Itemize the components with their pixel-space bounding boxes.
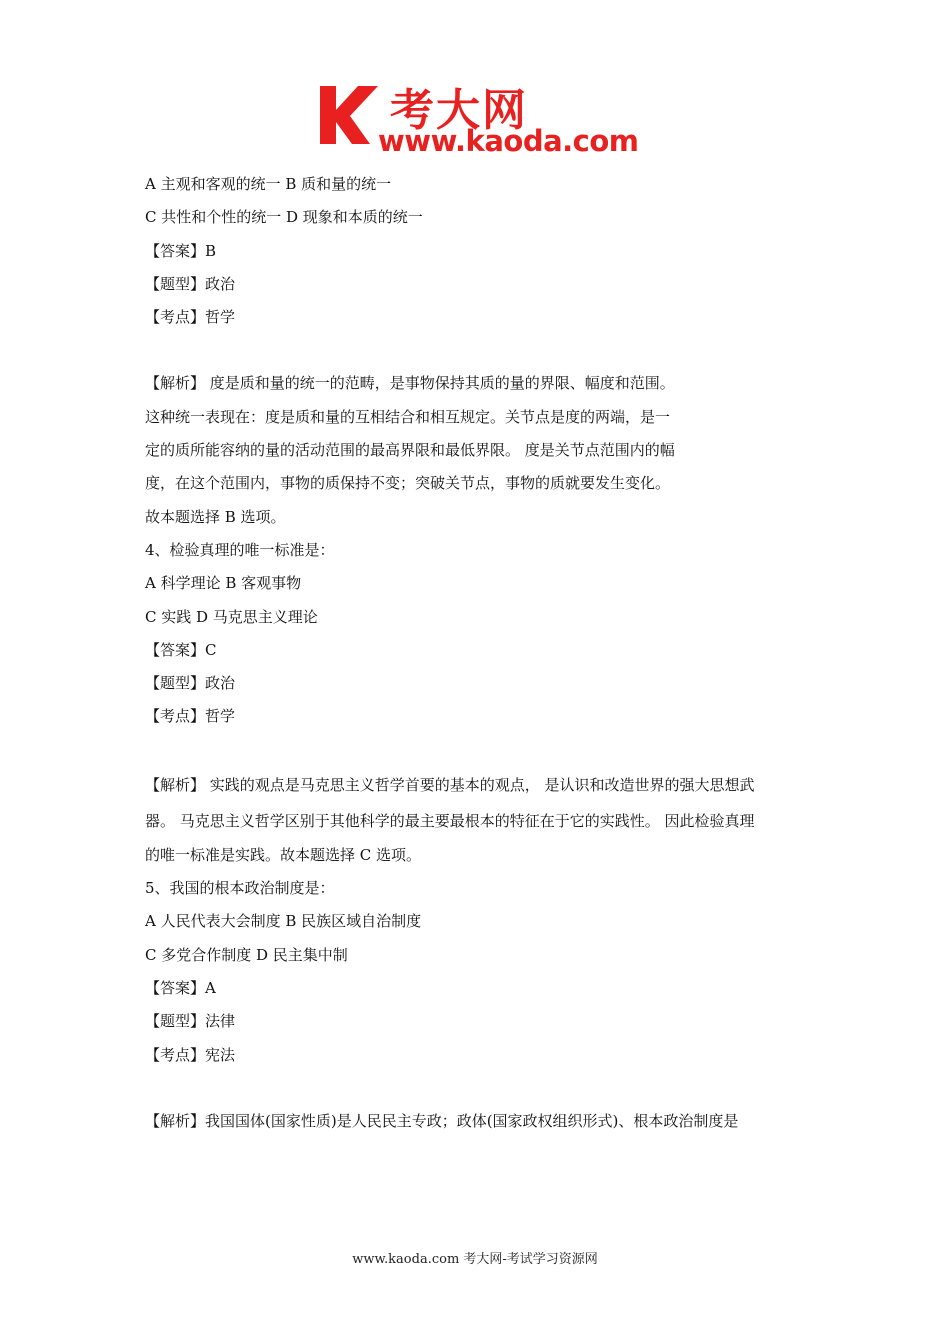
option-line: A 主观和客观的统一 B 质和量的统一 bbox=[145, 175, 392, 193]
spacer bbox=[145, 1072, 810, 1105]
option-line: A 科学理论 B 客观事物 bbox=[145, 574, 302, 593]
analysis-line: 的唯一标准是实践。故本题选择 C 选项。 bbox=[145, 845, 422, 864]
knowledge-point-line: 【考点】宪法 bbox=[145, 1045, 236, 1064]
option-line: C 多党合作制度 D 民主集中制 bbox=[145, 945, 348, 964]
logo-url: www.kaoda.com bbox=[378, 124, 639, 158]
analysis-line: 这种统一表现在：度是质和量的互相结合和相互规定。关节点是度的两端，是一 bbox=[145, 407, 671, 426]
document-body bbox=[145, 168, 810, 1138]
analysis-line: 定的质所能容纳的量的活动范围的最高界限和最低界限。 度是关节点范围内的幅 bbox=[145, 441, 675, 460]
analysis-line: 【解析】 度是质和量的统一的范畴，是事物保持其质的量的界限、幅度和范围。 bbox=[145, 374, 675, 393]
analysis-line: 【解析】我国国体(国家性质)是人民民主专政；政体(国家政权组织形式)、根本政治制度是 bbox=[145, 1111, 739, 1130]
kaoda-logo bbox=[318, 80, 638, 160]
option-line: C 共性和个性的统一 D 现象和本质的统一 bbox=[145, 208, 423, 227]
spacer bbox=[145, 334, 810, 367]
option-line: A 人民代表大会制度 B 民族区域自治制度 bbox=[145, 912, 422, 931]
question-line: 4、检验真理的唯一标准是： bbox=[145, 540, 335, 559]
answer-line: 【答案】C bbox=[145, 640, 217, 659]
answer-line: 【答案】A bbox=[145, 978, 216, 997]
logo-title: 考大网 bbox=[390, 85, 528, 136]
spacer bbox=[145, 734, 810, 767]
page-footer: www.kaoda.com 考大网-考试学习资源网 bbox=[352, 1252, 598, 1267]
knowledge-point-line: 【考点】哲学 bbox=[145, 308, 236, 327]
question-type-line: 【题型】法律 bbox=[145, 1012, 236, 1031]
analysis-line: 度，在这个范围内，事物的质保持不变；突破关节点，事物的质就要发生变化。 bbox=[145, 474, 671, 493]
analysis-line: 【解析】 实践的观点是马克思主义哲学首要的基本的观点， 是认识和改造世界的强大思想武 bbox=[145, 775, 755, 794]
knowledge-point-line: 【考点】哲学 bbox=[145, 707, 236, 726]
analysis-line: 器。 马克思主义哲学区别于其他科学的最主要最根本的特征在于它的实践性。 因此检验真理 bbox=[145, 811, 755, 830]
option-line: C 实践 D 马克思主义理论 bbox=[145, 607, 318, 626]
answer-line: 【答案】B bbox=[145, 241, 217, 260]
question-line: 5、我国的根本政治制度是： bbox=[145, 879, 335, 898]
question-type-line: 【题型】政治 bbox=[145, 674, 236, 693]
question-type-line: 【题型】政治 bbox=[145, 274, 236, 293]
analysis-line: 故本题选择 B 选项。 bbox=[145, 507, 286, 526]
